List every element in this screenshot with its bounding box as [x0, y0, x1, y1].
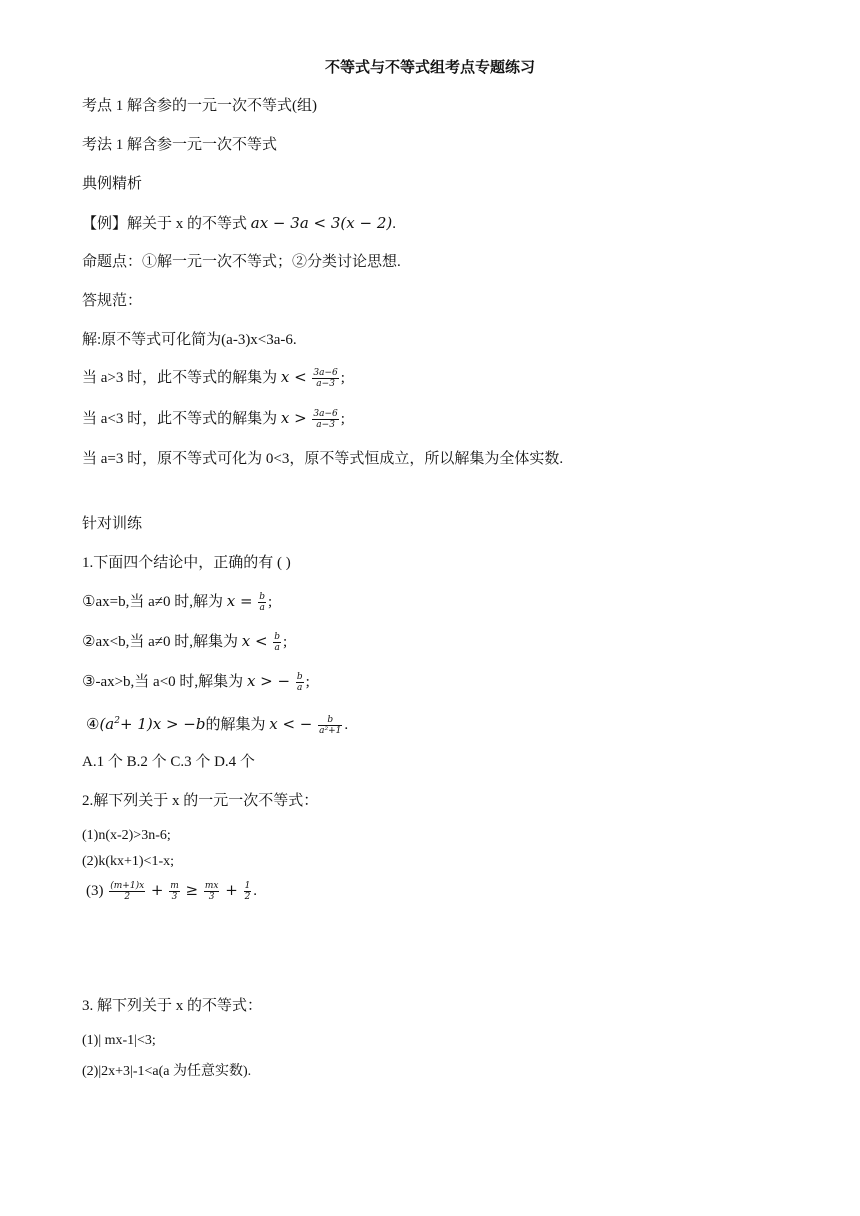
page-title: 不等式与不等式组考点专题练习	[324, 58, 535, 76]
training-heading: 针对训练	[82, 516, 143, 532]
case-1-formula: x <	[280, 368, 307, 386]
superscript-2: 2	[114, 716, 120, 726]
case-2-formula: x >	[280, 409, 307, 427]
q2-part-3-label: (3)	[86, 883, 104, 899]
example-period: .	[392, 216, 396, 232]
fraction-denominator: a	[274, 643, 280, 654]
section-heading: 考点 1 解含参的一元一次不等式(组)	[82, 98, 317, 114]
q1-option-1-fraction	[258, 592, 266, 613]
fraction-denominator: a	[259, 603, 265, 614]
fraction-denominator: a²+1	[319, 726, 342, 737]
fraction-denominator: 2	[124, 892, 131, 903]
fraction-numerator: (m+1)x	[110, 881, 145, 892]
case-2-text: 当 a<3 时，此不等式的解集为	[82, 411, 281, 427]
fraction-denominator: a−3	[316, 379, 335, 390]
case-1-fraction	[312, 368, 338, 389]
example-heading: 典例精析	[82, 176, 143, 192]
q1-option-2-fraction	[273, 632, 281, 653]
case-2-fraction	[312, 409, 338, 430]
q1-option-3	[82, 670, 310, 693]
q1-option-2	[82, 630, 287, 653]
fraction-denominator: 3	[171, 892, 178, 903]
q1-option-4-fraction	[318, 715, 342, 736]
q3-part-1: (1)| mx-1|<3;	[82, 1033, 156, 1048]
semicolon: ;	[305, 674, 310, 690]
fraction-denominator: a	[297, 683, 303, 694]
example-text: 【例】解关于 x 的不等式	[82, 216, 251, 232]
subsection-heading: 考法 1 解含参一元一次不等式	[82, 137, 278, 153]
fraction-numerator: b	[259, 592, 266, 603]
q1-option-1	[82, 590, 272, 613]
q1-option-2-text: ②ax<b,当 a≠0 时,解集为	[82, 634, 242, 650]
q2-part-3	[86, 879, 257, 902]
q2-fraction-4	[244, 881, 252, 902]
case-1	[82, 366, 345, 389]
question-2: 2.解下列关于 x 的一元一次不等式：	[82, 793, 319, 809]
question-3: 3. 解下列关于 x 的不等式：	[82, 998, 263, 1014]
fraction-numerator: b	[274, 632, 281, 643]
case-1-text: 当 a>3 时，此不等式的解集为	[82, 370, 281, 386]
q1-option-4-formula-c: x < −	[269, 715, 313, 733]
q2-part-2: (2)k(kx+1)<1-x;	[82, 854, 174, 869]
case-2	[82, 407, 345, 430]
fraction-numerator: 1	[244, 881, 251, 892]
q1-option-2-formula: x <	[241, 632, 268, 650]
fraction-numerator: 3a−6	[313, 409, 338, 420]
q1-option-1-formula: x =	[226, 592, 253, 610]
fraction-numerator: 3a−6	[313, 368, 338, 379]
q1-option-3-fraction	[296, 672, 304, 693]
q1-option-4-marker: ④	[86, 717, 100, 733]
q1-option-4-text: 的解集为	[205, 717, 270, 733]
q2-fraction-2	[169, 881, 180, 902]
q1-option-1-text: ①ax=b,当 a≠0 时,解为	[82, 594, 227, 610]
fraction-numerator: b	[318, 715, 342, 726]
fraction-numerator: mx	[204, 881, 219, 892]
q1-option-4-formula-b: + 1)x > −b	[119, 715, 206, 733]
period: .	[253, 883, 258, 899]
semicolon: ;	[268, 594, 273, 610]
example-formula: ax − 3a < 3(x − 2)	[250, 214, 393, 232]
proposition-points: 命题点：①解一元一次不等式；②分类讨论思想.	[82, 254, 401, 270]
fraction-numerator: m	[170, 881, 179, 892]
plus-sign: +	[225, 881, 238, 899]
solution-line: 解:原不等式可化简为(a-3)x<3a-6.	[82, 332, 297, 348]
period: .	[344, 717, 349, 733]
semicolon: ;	[340, 370, 345, 386]
q2-fraction-1	[109, 881, 145, 902]
fraction-denominator: a−3	[316, 420, 335, 431]
fraction-denominator: 2	[244, 892, 251, 903]
q1-choices: A.1 个 B.2 个 C.3 个 D.4 个	[82, 754, 255, 770]
q1-option-4	[86, 710, 348, 736]
geq-sign: ≥	[185, 881, 199, 899]
q3-part-2: (2)|2x+3|-1<a(a 为任意实数).	[82, 1064, 252, 1079]
answer-heading: 答规范：	[82, 293, 143, 309]
plus-sign: +	[150, 881, 164, 899]
q1-option-3-text: ③-ax>b,当 a<0 时,解集为	[82, 674, 247, 690]
semicolon: ;	[340, 411, 345, 427]
question-1: 1.下面四个结论中，正确的有 ( )	[82, 555, 291, 571]
q1-option-4-formula-a: (a	[99, 715, 115, 733]
q2-part-1: (1)n(x-2)>3n-6;	[82, 828, 171, 843]
q2-fraction-3	[204, 881, 220, 902]
case-3: 当 a=3 时，原不等式可化为 0<3，原不等式恒成立，所以解集为全体实数.	[82, 451, 564, 467]
fraction-numerator: b	[296, 672, 303, 683]
example-problem	[82, 212, 396, 235]
semicolon: ;	[283, 634, 288, 650]
fraction-denominator: 3	[208, 892, 215, 903]
q1-option-3-formula: x > −	[246, 672, 291, 690]
